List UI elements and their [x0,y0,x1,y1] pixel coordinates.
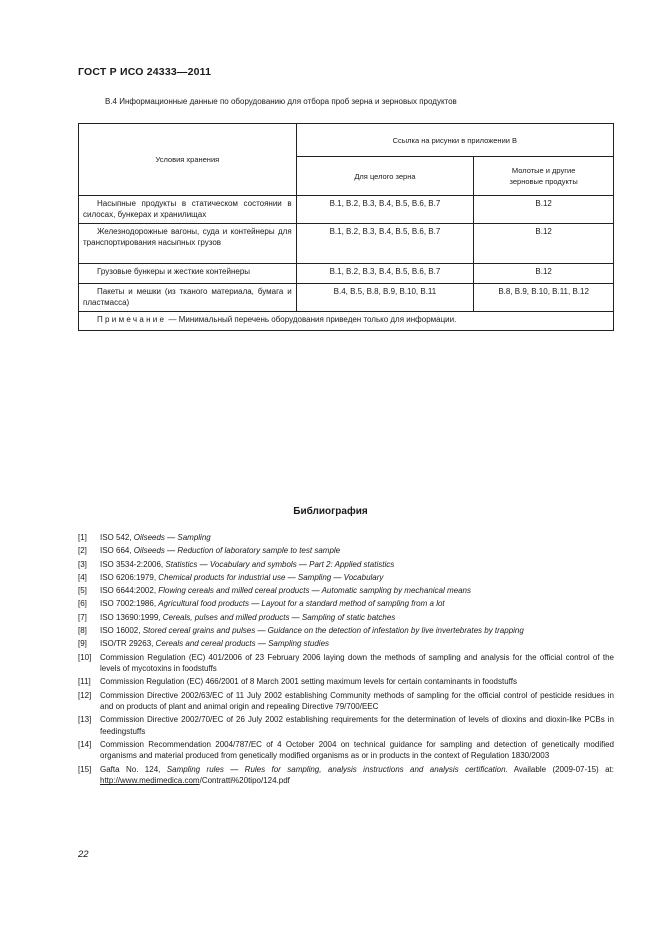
cell-condition: Пакеты и мешки (из тканого материала, бумага и пластмасса) [79,284,297,312]
bibliography-item [78,625,614,636]
cell-ground: В.12 [474,224,614,264]
page-number: 22 [78,849,89,860]
bibliography-item [78,545,614,556]
bibliography-item [78,764,614,787]
equipment-table [78,123,614,331]
bib-number: [2] [78,546,87,556]
bib-prefix: Gafta No. 124, [100,764,167,774]
cell-condition: Насыпные продукты в статическом состоянии в силосах, бункерах и хранилищах [79,196,297,224]
bibliography-item [78,598,614,609]
table-row [79,264,614,284]
bib-prefix: ISO 13690:1999, [100,612,163,622]
cell-condition: Железнодорожные вагоны, суда и контейнеры для транспортирования насыпных грузов [79,224,297,264]
bibliography-item [78,612,614,623]
bib-number: [15] [78,764,92,774]
bib-title-text: Cereals and cereal products — Sampling studies [155,639,330,649]
bib-number: [5] [78,586,87,596]
bib-title-text: Flowing cereals and milled cereal products — Automatic sampling by mechanical means [158,586,471,596]
bib-title-text: Cereals, pulses and milled products — Sampling of static batches [162,612,396,622]
cell-whole-grain: В.4, В.5, В.8, В.9, В.10, В.11 [296,284,474,312]
table-row [79,196,614,224]
bib-prefix: Commission Regulation (EC) 401/2006 of 23 February 2006 laying down the methods of sampling and analysis for the official control of the levels of mycotoxins in foodstuffs [100,652,614,674]
bib-title-text: Statistics — Vocabulary and symbols — Part 2: Applied statistics [165,559,395,569]
bib-number: [12] [78,690,92,700]
bib-prefix: Commission Recommendation 2004/787/EC of 4 October 2004 on technical guidance for sampling and detection of genetically modified organisms and material produced from genetically modified organisms as or in products in the context of Regulation 1830/2003 [100,740,614,761]
cell-ground: В.12 [474,196,614,224]
bib-number: [1] [78,533,87,542]
bibliography-title: Библиография [293,506,368,517]
bibliography-item [78,559,614,570]
bib-number: [7] [78,612,87,622]
header-ground-line1: Молотые и другие [511,166,576,175]
document-header: ГОСТ Р ИСО 24333—2011 [78,66,212,78]
bibliography-list [78,532,614,788]
bib-number: [9] [78,639,87,649]
bib-number: [10] [78,652,92,662]
header-whole-grain: Для целого зерна [296,157,474,196]
cell-condition: Грузовые бункеры и жесткие контейнеры [79,264,297,284]
bib-title-text: Agricultural food products — Layout for a standard method of sampling from a lot [158,599,445,609]
bib-number: [14] [78,740,92,750]
bib-number: [4] [78,572,87,582]
bib-prefix: ISO 16002, [100,626,143,636]
bib-prefix: ISO 6644:2002, [100,586,159,596]
table-note [79,312,614,331]
bibliography-item [78,714,614,737]
header-conditions: Условия хранения [79,124,297,196]
cell-whole-grain: В.1, В.2, В.3, В.4, В.5, В.6, В.7 [296,264,474,284]
bibliography-item [78,532,614,543]
bib-number: [13] [78,715,92,725]
bib-prefix: Commission Directive 2002/70/EC of 26 July 2002 establishing requirements for the determination of levels of dioxins and dioxin-like PCBs in feedingstuffs [100,715,614,736]
bib-title-text: Stored cereal grains and pulses — Guidance on the detection of infestation by live invertebrates by trapping [142,626,524,636]
bibliography-item [78,652,614,675]
bib-title-text: Chemical products for industrial use — Sampling — Vocabulary [158,572,384,582]
bibliography-item [78,739,614,762]
bib-url-link[interactable]: http://www.medimedica.com [100,776,200,786]
bib-number: [6] [78,599,87,609]
table-caption: В.4 Информационные данные по оборудованию для отбора проб зерна и зерновых продуктов [105,97,457,106]
table-row [79,224,614,264]
bib-number: [3] [78,559,87,569]
bib-suffix: Available (2009-07-15) at: [507,764,614,774]
bib-title-text: Oilseeds — Sampling [133,533,211,542]
bibliography-item [78,585,614,596]
bib-prefix: ISO 7002:1986, [100,599,159,609]
bibliography-item [78,690,614,713]
bib-prefix: ISO 542, [100,533,134,542]
bibliography-item [78,572,614,583]
bibliography-item [78,638,614,649]
bib-prefix: ISO 3534-2:2006, [100,559,166,569]
bib-title-text: Oilseeds — Reduction of laboratory sample to test sample [133,546,341,556]
bib-prefix: ISO/TR 29263, [100,639,156,649]
bib-url-rest: /Contratti%20tipo/124.pdf [199,776,290,786]
header-reference: Ссылка на рисунки в приложении В [296,124,613,157]
note-text: — Минимальный перечень оборудования приведен только для информации. [166,315,457,324]
bib-prefix: Commission Directive 2002/63/EC of 11 July 2002 establishing Community methods of sampling for the official control of pesticide residues in and on products of plant and animal origin and repealing Directive 79/700/EEC [100,690,614,712]
cell-whole-grain: В.1, В.2, В.3, В.4, В.5, В.6, В.7 [296,196,474,224]
bibliography-item [78,676,614,687]
bib-prefix: ISO 664, [100,546,134,556]
header-ground-products [474,157,614,196]
bib-number: [11] [78,677,91,687]
bib-prefix: ISO 6206:1979, [100,572,159,582]
bib-title-text: Sampling rules — Rules for sampling, analysis instructions and analysis certification. [166,764,508,774]
header-ground-line2: зерновые продукты [509,177,578,186]
bib-number: [8] [78,626,87,636]
note-label: Примечание [97,315,167,324]
cell-ground: В.12 [474,264,614,284]
cell-ground: В.8, В.9, В.10, В.11, В.12 [474,284,614,312]
table-row [79,284,614,312]
cell-whole-grain: В.1, В.2, В.3, В.4, В.5, В.6, В.7 [296,224,474,264]
bib-prefix: Commission Regulation (EC) 466/2001 of 8 March 2001 setting maximum levels for certain contaminants in foodstuffs [100,677,517,687]
